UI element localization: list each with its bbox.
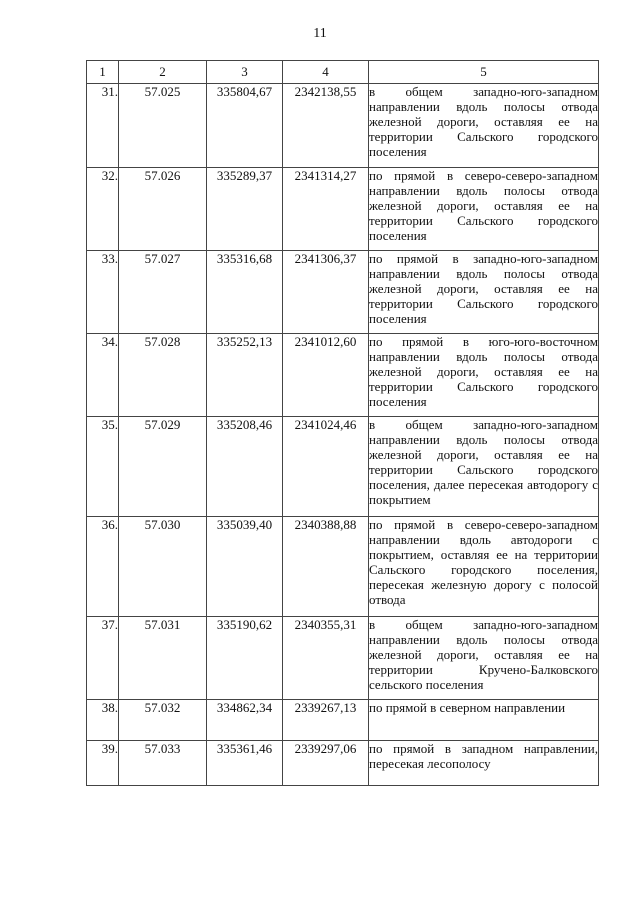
coordinate-y: 2339297,06 (283, 741, 369, 786)
point-number: 57.027 (119, 251, 207, 334)
point-number: 57.026 (119, 168, 207, 251)
page-number: 11 (313, 26, 327, 41)
coordinate-x: 335252,13 (207, 334, 283, 417)
point-number: 57.031 (119, 617, 207, 700)
table-row (87, 617, 599, 700)
coordinate-y: 2341024,46 (283, 417, 369, 517)
coordinate-y: 2339267,13 (283, 700, 369, 741)
header-cell-5: 5 (369, 61, 599, 84)
boundary-description: в общем западно-юго-западном направлении вдоль полосы отвода железной дороги, оставляя ее на территории Кручено-Балковского сельского поселения (369, 617, 599, 700)
row-number: 31. (87, 84, 119, 168)
row-number: 37. (87, 617, 119, 700)
coordinate-y: 2341314,27 (283, 168, 369, 251)
coordinate-y: 2342138,55 (283, 84, 369, 168)
header-cell-4: 4 (283, 61, 369, 84)
row-number: 39. (87, 741, 119, 786)
boundary-description: по прямой в северо-северо-западном направлении вдоль полосы отвода железной дороги, оставляя ее на территории Сальского городского поселения (369, 168, 599, 251)
boundary-description: в общем западно-юго-западном направлении вдоль полосы отвода железной дороги, оставляя ее на территории Сальского городского поселения, далее пересекая автодорогу с покрытием (369, 417, 599, 517)
table-row (87, 700, 599, 741)
point-number: 57.028 (119, 334, 207, 417)
row-number: 33. (87, 251, 119, 334)
point-number: 57.032 (119, 700, 207, 741)
row-number: 36. (87, 517, 119, 617)
table-row (87, 251, 599, 334)
table-row (87, 417, 599, 517)
coordinate-x: 335804,67 (207, 84, 283, 168)
header-cell-1: 1 (87, 61, 119, 84)
table-header-row (87, 61, 599, 84)
row-number: 35. (87, 417, 119, 517)
point-number: 57.025 (119, 84, 207, 168)
boundary-description: в общем западно-юго-западном направлении вдоль полосы отвода железной дороги, оставляя ее на территории Сальского городского поселения (369, 84, 599, 168)
coordinate-x: 335190,62 (207, 617, 283, 700)
boundary-coordinates-table (86, 60, 599, 786)
coordinate-x: 335361,46 (207, 741, 283, 786)
table-row (87, 334, 599, 417)
coordinate-y: 2341012,60 (283, 334, 369, 417)
table-row (87, 741, 599, 786)
boundary-description: по прямой в северо-северо-западном направлении вдоль автодороги с покрытием, оставляя ее на территории Сальского городского поселения, пересекая железную дорогу с полосой отвода (369, 517, 599, 617)
coordinate-x: 335316,68 (207, 251, 283, 334)
coordinate-y: 2341306,37 (283, 251, 369, 334)
coordinate-x: 334862,34 (207, 700, 283, 741)
coordinate-x: 335039,40 (207, 517, 283, 617)
boundary-description: по прямой в юго-юго-восточном направлении вдоль полосы отвода железной дороги, оставляя ее на территории Сальского городского поселения (369, 334, 599, 417)
row-number: 34. (87, 334, 119, 417)
header-cell-2: 2 (119, 61, 207, 84)
point-number: 57.029 (119, 417, 207, 517)
coordinate-y: 2340388,88 (283, 517, 369, 617)
row-number: 38. (87, 700, 119, 741)
header-cell-3: 3 (207, 61, 283, 84)
boundary-description: по прямой в западно-юго-западном направлении вдоль полосы отвода железной дороги, оставляя ее на территории Сальского городского поселения (369, 251, 599, 334)
coordinate-x: 335208,46 (207, 417, 283, 517)
table-row (87, 84, 599, 168)
coordinate-x: 335289,37 (207, 168, 283, 251)
boundary-description: по прямой в западном направлении, пересекая лесополосу (369, 741, 599, 786)
boundary-description: по прямой в северном направлении (369, 700, 599, 741)
point-number: 57.030 (119, 517, 207, 617)
table-row (87, 517, 599, 617)
table-row (87, 168, 599, 251)
point-number: 57.033 (119, 741, 207, 786)
coordinate-y: 2340355,31 (283, 617, 369, 700)
row-number: 32. (87, 168, 119, 251)
